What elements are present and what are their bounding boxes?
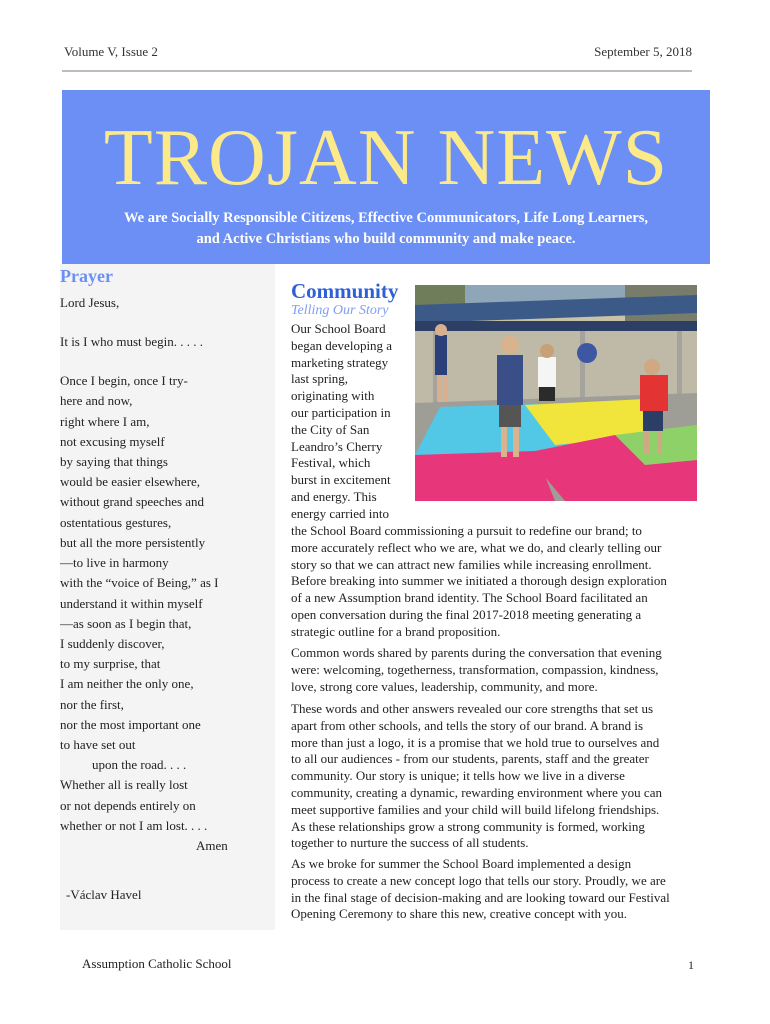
article-line: were: welcoming, togetherness, transformation, compassion, kindness, [291,661,659,677]
article-paragraph-4 [291,856,701,923]
article-line: of a new Assumption brand identity. The School Board facilitated an [291,590,648,606]
prayer-sidebar [60,264,275,930]
article-line: together to nurture the success of all students. [291,835,529,851]
issue-date: September 5, 2018 [594,44,692,59]
article-line: more than just a logo, it is a promise that we hold true to ourselves and [291,734,660,750]
prayer-line: understand it within myself [60,596,203,611]
article-subtitle: Telling Our Story [291,303,389,318]
tagline-line-2: and Active Christians who build community and make peace. [196,231,576,247]
article-line: originating with [291,388,375,404]
volume-issue: Volume V, Issue 2 [64,44,158,59]
article-line: Common words shared by parents during the conversation that evening [291,645,662,660]
prayer-line: without grand speeches and [60,494,205,509]
prayer-line: to my surprise, that [60,656,161,671]
article-line: community, creating a dynamic, rewarding environment where you can [291,784,662,800]
prayer-line: Whether all is really lost [60,777,188,792]
article-line: open conversation during the final 2017-2018 meeting generating a [291,606,642,622]
article-line: meet supportive families and your child will build lifelong friendships. [291,801,660,817]
article-paragraph-3 [291,701,701,852]
prayer-line: —as soon as I begin that, [60,616,192,631]
prayer-attribution: -Václav Havel [66,887,142,902]
playground-photo [415,285,697,501]
article-line: Opening Ceremony to share this new, creative concept with you. [291,906,627,922]
prayer-line: ostentatious gestures, [60,515,172,530]
prayer-amen: Amen [196,838,228,853]
article-line: our participation in [291,404,391,420]
article-line: marketing strategy [291,354,389,370]
mission-tagline [102,208,670,250]
article-line: love, strong core values, leadership, community, and more. [291,678,598,694]
article-line: last spring, [291,371,349,387]
prayer-line: to have set out [60,737,136,752]
prayer-line: or not depends entirely on [60,798,196,813]
prayer-line: nor the first, [60,697,124,712]
article-paragraph-2 [291,645,701,695]
article-line: Festival, which [291,455,371,471]
article-line: Leandro’s Cherry [291,438,383,454]
article-line: and energy. This [291,488,377,504]
prayer-line: It is I who must begin. . . . . [60,334,203,349]
prayer-line: whether or not I am lost. . . . [60,818,208,833]
prayer-line: with the “voice of Being,” as I [60,575,219,590]
article-line: to all our audiences - from our students, parents, staff and the greater [291,751,649,767]
article-line: energy carried into [291,505,389,521]
prayer-line: would be easier elsewhere, [60,474,201,489]
prayer-line: here and now, [60,393,133,408]
article-line: in the final stage of decision-making and are looking toward our Festival [291,889,670,905]
footer-school-name: Assumption Catholic School [82,956,232,971]
prayer-line: by saying that things [60,454,168,469]
prayer-line: I suddenly discover, [60,636,165,651]
prayer-line: Once I begin, once I try- [60,373,188,388]
article-line: began developing a [291,337,393,353]
article-line: strategic outline for a brand proposition. [291,623,501,639]
article-paragraph-1 [291,523,701,641]
article-line: burst in excitement [291,472,391,488]
prayer-line: Lord Jesus, [60,295,120,310]
article-line: apart from other schools, and tells the story of our brand. A brand is [291,717,644,733]
article-line: These words and other answers revealed our core strengths that set us [291,701,654,716]
article-line: As these relationships grow a strong community is formed, working [291,818,645,834]
prayer-line: nor the most important one [60,717,201,732]
page-number: 1 [688,958,694,972]
article-line: story so that we can attract new families while increasing enrollment. [291,556,652,572]
article-line: Our School Board [291,321,386,336]
prayer-line: I am neither the only one, [60,676,194,691]
article-intro [291,321,409,523]
player-figure [538,344,556,401]
prayer-line: upon the road. . . . [92,757,187,772]
newsletter-title: TROJAN NEWS [103,114,669,202]
header-divider [62,70,692,72]
prayer-line: not excusing myself [60,434,165,449]
article-line: the School Board commissioning a pursuit to redefine our brand; to [291,523,642,538]
prayer-line: —to live in harmony [60,555,169,570]
tagline-line-1: We are Socially Responsible Citizens, Effective Communicators, Life Long Learners, [123,210,649,226]
prayer-line: but all the more persistently [60,535,206,550]
article-title: Community [291,279,399,303]
article-line: the City of San [291,421,370,437]
article-line: As we broke for summer the School Board implemented a design [291,856,632,871]
masthead [62,90,710,264]
prayer-line: right where I am, [60,414,150,429]
article-line: more accurately reflect who we are, what we do, and clearly telling our [291,539,662,555]
prayer-heading: Prayer [60,266,113,286]
article-line: process to create a new concept logo that tells our story. Proudly, we are [291,872,666,888]
article-line: Before breaking into summer we initiated a thorough design exploration [291,573,667,589]
article-line: community. Our story is unique; it tells how we live in a diverse [291,768,625,784]
